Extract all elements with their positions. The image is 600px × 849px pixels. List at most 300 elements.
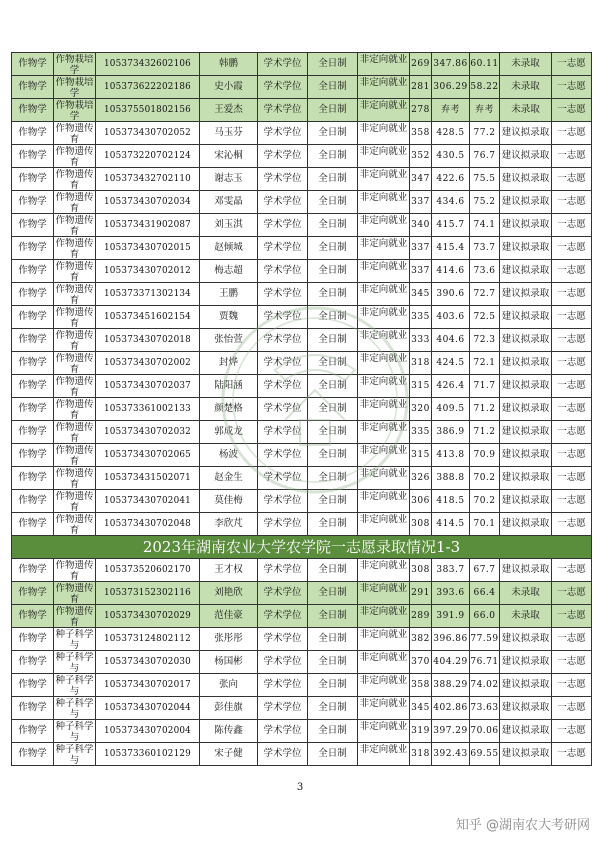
major-cell: 作物学 (12, 628, 54, 651)
degree-cell: 学术学位 (258, 168, 308, 191)
major-cell: 作物学 (12, 398, 54, 421)
degree-cell: 学术学位 (258, 605, 308, 628)
table-row (12, 674, 592, 697)
direction-cell-text: 作物遗传育 (55, 352, 94, 373)
table-row (12, 605, 592, 628)
retest-score-cell: 388.29 (432, 674, 470, 697)
direction-cell (54, 145, 96, 168)
volunteer-cell: 一志愿 (552, 582, 592, 605)
result-cell: 建议拟录取 (500, 559, 552, 582)
direction-cell (54, 559, 96, 582)
name-cell: 宋子健 (200, 743, 258, 766)
plan-cell (358, 513, 410, 536)
plan-cell (358, 76, 410, 99)
degree-cell: 学术学位 (258, 99, 308, 122)
name-cell: 王鹏 (200, 283, 258, 306)
volunteer-cell: 一志愿 (552, 375, 592, 398)
result-cell: 建议拟录取 (500, 674, 552, 697)
volunteer-cell: 一志愿 (552, 421, 592, 444)
initial-score-cell: 347 (410, 168, 432, 191)
candidate-id-cell: 105373430702052 (96, 122, 200, 145)
section-title: 2023年湖南农业大学农学院一志愿录取情况1-3 (12, 536, 592, 559)
retest-score-cell: 422.6 (432, 168, 470, 191)
degree-cell: 学术学位 (258, 444, 308, 467)
plan-cell (358, 582, 410, 605)
direction-cell (54, 329, 96, 352)
name-cell: 杨国彬 (200, 651, 258, 674)
plan-cell (358, 260, 410, 283)
result-cell: 建议拟录取 (500, 122, 552, 145)
initial-score-cell: 315 (410, 375, 432, 398)
major-cell: 作物学 (12, 329, 54, 352)
name-cell: 封烨 (200, 352, 258, 375)
result-cell: 未录取 (500, 53, 552, 76)
candidate-id-cell: 105373432702110 (96, 168, 200, 191)
volunteer-cell: 一志愿 (552, 237, 592, 260)
major-cell: 作物学 (12, 467, 54, 490)
table-row (12, 720, 592, 743)
direction-cell-text: 作物遗传育 (55, 490, 94, 511)
page-number: 3 (296, 782, 304, 793)
study-mode-cell: 全日制 (308, 214, 358, 237)
degree-cell: 学术学位 (258, 697, 308, 720)
name-cell: 张向 (200, 674, 258, 697)
name-cell: 王才权 (200, 559, 258, 582)
candidate-id-cell: 105375501802156 (96, 99, 200, 122)
plan-cell (358, 720, 410, 743)
total-score-cell: 71.2 (470, 398, 500, 421)
result-cell: 建议拟录取 (500, 260, 552, 283)
direction-cell-text: 作物遗传育 (55, 421, 94, 442)
direction-cell (54, 214, 96, 237)
degree-cell: 学术学位 (258, 306, 308, 329)
name-cell: 赵金生 (200, 467, 258, 490)
table-row (12, 329, 592, 352)
initial-score-cell: 337 (410, 191, 432, 214)
plan-cell-text: 非定向就业 (359, 191, 408, 203)
retest-score-cell: 弃考 (432, 99, 470, 122)
result-cell: 建议拟录取 (500, 697, 552, 720)
direction-cell (54, 674, 96, 697)
degree-cell: 学术学位 (258, 53, 308, 76)
degree-cell: 学术学位 (258, 260, 308, 283)
retest-score-cell: 434.6 (432, 191, 470, 214)
initial-score-cell: 291 (410, 582, 432, 605)
major-cell: 作物学 (12, 444, 54, 467)
total-score-cell: 72.3 (470, 329, 500, 352)
total-score-cell: 72.1 (470, 352, 500, 375)
study-mode-cell: 全日制 (308, 582, 358, 605)
volunteer-cell: 一志愿 (552, 674, 592, 697)
total-score-cell: 73.6 (470, 260, 500, 283)
plan-cell (358, 145, 410, 168)
direction-cell (54, 375, 96, 398)
initial-score-cell: 318 (410, 352, 432, 375)
result-cell: 建议拟录取 (500, 352, 552, 375)
degree-cell: 学术学位 (258, 467, 308, 490)
degree-cell: 学术学位 (258, 421, 308, 444)
direction-cell-text: 作物遗传育 (55, 122, 94, 143)
total-score-cell: 70.9 (470, 444, 500, 467)
table-row (12, 444, 592, 467)
plan-cell (358, 651, 410, 674)
direction-cell-text: 作物栽培学 (55, 53, 94, 74)
total-score-cell: 72.5 (470, 306, 500, 329)
plan-cell-text: 非定向就业 (359, 122, 408, 134)
name-cell: 邓雯晶 (200, 191, 258, 214)
result-cell: 建议拟录取 (500, 306, 552, 329)
plan-cell (358, 306, 410, 329)
plan-cell (358, 329, 410, 352)
name-cell: 郭成龙 (200, 421, 258, 444)
name-cell: 范佳豪 (200, 605, 258, 628)
candidate-id-cell: 105373430702065 (96, 444, 200, 467)
table-row (12, 122, 592, 145)
plan-cell-text: 非定向就业 (359, 329, 408, 341)
direction-cell (54, 352, 96, 375)
total-score-cell: 70.1 (470, 513, 500, 536)
volunteer-cell: 一志愿 (552, 99, 592, 122)
direction-cell (54, 490, 96, 513)
plan-cell-text: 非定向就业 (359, 582, 408, 594)
plan-cell (358, 490, 410, 513)
degree-cell: 学术学位 (258, 559, 308, 582)
major-cell: 作物学 (12, 651, 54, 674)
direction-cell-text: 作物遗传育 (55, 260, 94, 281)
direction-cell (54, 53, 96, 76)
volunteer-cell: 一志愿 (552, 53, 592, 76)
major-cell: 作物学 (12, 260, 54, 283)
plan-cell-text: 非定向就业 (359, 352, 408, 364)
direction-cell-text: 作物遗传育 (55, 467, 94, 488)
plan-cell-text: 非定向就业 (359, 237, 408, 249)
plan-cell-text: 非定向就业 (359, 697, 408, 709)
total-score-cell: 76.71 (470, 651, 500, 674)
retest-score-cell: 426.4 (432, 375, 470, 398)
table-row (12, 306, 592, 329)
volunteer-cell: 一志愿 (552, 191, 592, 214)
study-mode-cell: 全日制 (308, 145, 358, 168)
total-score-cell: 弃考 (470, 99, 500, 122)
major-cell: 作物学 (12, 76, 54, 99)
major-cell: 作物学 (12, 352, 54, 375)
initial-score-cell: 352 (410, 145, 432, 168)
table-row (12, 168, 592, 191)
study-mode-cell: 全日制 (308, 697, 358, 720)
direction-cell (54, 651, 96, 674)
result-cell: 建议拟录取 (500, 145, 552, 168)
candidate-id-cell: 105373451602154 (96, 306, 200, 329)
volunteer-cell: 一志愿 (552, 513, 592, 536)
study-mode-cell: 全日制 (308, 76, 358, 99)
candidate-id-cell: 105373430702017 (96, 674, 200, 697)
initial-score-cell: 308 (410, 559, 432, 582)
study-mode-cell: 全日制 (308, 651, 358, 674)
plan-cell-text: 非定向就业 (359, 467, 408, 479)
table-row (12, 191, 592, 214)
retest-score-cell: 396.86 (432, 628, 470, 651)
direction-cell (54, 720, 96, 743)
degree-cell: 学术学位 (258, 329, 308, 352)
name-cell: 史小霞 (200, 76, 258, 99)
direction-cell-text: 种子科学与 (55, 720, 94, 741)
plan-cell-text: 非定向就业 (359, 605, 408, 617)
plan-cell-text: 非定向就业 (359, 283, 408, 295)
table-row (12, 467, 592, 490)
direction-cell-text: 作物遗传育 (55, 582, 94, 603)
result-cell: 建议拟录取 (500, 191, 552, 214)
retest-score-cell: 390.6 (432, 283, 470, 306)
plan-cell (358, 559, 410, 582)
name-cell: 贾魏 (200, 306, 258, 329)
section-title-row-group (12, 536, 592, 559)
major-cell: 作物学 (12, 513, 54, 536)
name-cell: 颜楚格 (200, 398, 258, 421)
total-score-cell: 73.63 (470, 697, 500, 720)
total-score-cell: 70.2 (470, 467, 500, 490)
initial-score-cell: 358 (410, 122, 432, 145)
section-title-row (12, 536, 592, 559)
retest-score-cell: 418.5 (432, 490, 470, 513)
result-cell: 建议拟录取 (500, 467, 552, 490)
plan-cell-text: 非定向就业 (359, 490, 408, 502)
initial-score-cell: 333 (410, 329, 432, 352)
name-cell: 梅志超 (200, 260, 258, 283)
degree-cell: 学术学位 (258, 582, 308, 605)
study-mode-cell: 全日制 (308, 605, 358, 628)
candidate-id-cell: 105373371302134 (96, 283, 200, 306)
initial-score-cell: 370 (410, 651, 432, 674)
total-score-cell: 69.55 (470, 743, 500, 766)
direction-cell (54, 421, 96, 444)
candidate-id-cell: 105373430702041 (96, 490, 200, 513)
degree-cell: 学术学位 (258, 76, 308, 99)
candidate-id-cell: 105373430702032 (96, 421, 200, 444)
name-cell: 宋沁桐 (200, 145, 258, 168)
initial-score-cell: 358 (410, 674, 432, 697)
table-body-top (12, 53, 592, 536)
total-score-cell: 70.06 (470, 720, 500, 743)
candidate-id-cell: 105373124802112 (96, 628, 200, 651)
direction-cell-text: 作物遗传育 (55, 559, 94, 580)
total-score-cell: 66.0 (470, 605, 500, 628)
total-score-cell: 71.2 (470, 421, 500, 444)
plan-cell (358, 444, 410, 467)
retest-score-cell: 388.8 (432, 467, 470, 490)
retest-score-cell: 404.6 (432, 329, 470, 352)
retest-score-cell: 383.7 (432, 559, 470, 582)
volunteer-cell: 一志愿 (552, 76, 592, 99)
candidate-id-cell: 105373430702029 (96, 605, 200, 628)
direction-cell-text: 作物遗传育 (55, 605, 94, 626)
plan-cell (358, 605, 410, 628)
direction-cell-text: 作物遗传育 (55, 329, 94, 350)
initial-score-cell: 345 (410, 283, 432, 306)
plan-cell-text: 非定向就业 (359, 260, 408, 272)
result-cell: 建议拟录取 (500, 720, 552, 743)
volunteer-cell: 一志愿 (552, 651, 592, 674)
volunteer-cell: 一志愿 (552, 283, 592, 306)
volunteer-cell: 一志愿 (552, 490, 592, 513)
candidate-id-cell: 105373430702048 (96, 513, 200, 536)
volunteer-cell: 一志愿 (552, 145, 592, 168)
volunteer-cell: 一志愿 (552, 697, 592, 720)
retest-score-cell: 414.6 (432, 260, 470, 283)
plan-cell-text: 非定向就业 (359, 444, 408, 456)
source-watermark: 知乎 @湖南农大考研网 (455, 818, 590, 833)
candidate-id-cell: 105373430702015 (96, 237, 200, 260)
plan-cell (358, 375, 410, 398)
result-cell: 建议拟录取 (500, 237, 552, 260)
result-cell: 建议拟录取 (500, 214, 552, 237)
table-row (12, 214, 592, 237)
plan-cell-text: 非定向就业 (359, 145, 408, 157)
study-mode-cell: 全日制 (308, 237, 358, 260)
name-cell: 刘玉淇 (200, 214, 258, 237)
study-mode-cell: 全日制 (308, 352, 358, 375)
initial-score-cell: 306 (410, 490, 432, 513)
volunteer-cell: 一志愿 (552, 329, 592, 352)
retest-score-cell: 430.5 (432, 145, 470, 168)
retest-score-cell: 415.7 (432, 214, 470, 237)
degree-cell: 学术学位 (258, 490, 308, 513)
retest-score-cell: 403.6 (432, 306, 470, 329)
initial-score-cell: 335 (410, 306, 432, 329)
degree-cell: 学术学位 (258, 145, 308, 168)
volunteer-cell: 一志愿 (552, 260, 592, 283)
study-mode-cell: 全日制 (308, 467, 358, 490)
table-row (12, 53, 592, 76)
major-cell: 作物学 (12, 490, 54, 513)
plan-cell (358, 398, 410, 421)
table-row (12, 651, 592, 674)
name-cell: 王爱杰 (200, 99, 258, 122)
plan-cell-text: 非定向就业 (359, 168, 408, 180)
name-cell: 赵倾城 (200, 237, 258, 260)
direction-cell (54, 237, 96, 260)
direction-cell-text: 作物遗传育 (55, 513, 94, 534)
table-row (12, 99, 592, 122)
direction-cell (54, 306, 96, 329)
degree-cell: 学术学位 (258, 743, 308, 766)
direction-cell-text: 作物遗传育 (55, 145, 94, 166)
plan-cell-text: 非定向就业 (359, 674, 408, 686)
initial-score-cell: 318 (410, 743, 432, 766)
volunteer-cell: 一志愿 (552, 352, 592, 375)
study-mode-cell: 全日制 (308, 53, 358, 76)
retest-score-cell: 414.5 (432, 513, 470, 536)
direction-cell-text: 种子科学与 (55, 743, 94, 764)
major-cell: 作物学 (12, 168, 54, 191)
direction-cell-text: 作物遗传育 (55, 237, 94, 258)
degree-cell: 学术学位 (258, 237, 308, 260)
major-cell: 作物学 (12, 191, 54, 214)
candidate-id-cell: 105373430702002 (96, 352, 200, 375)
retest-score-cell: 413.8 (432, 444, 470, 467)
major-cell: 作物学 (12, 53, 54, 76)
direction-cell-text: 作物遗传育 (55, 398, 94, 419)
total-score-cell: 58.22 (470, 76, 500, 99)
initial-score-cell: 315 (410, 444, 432, 467)
retest-score-cell: 347.86 (432, 53, 470, 76)
initial-score-cell: 382 (410, 628, 432, 651)
table-row (12, 582, 592, 605)
direction-cell-text: 作物遗传育 (55, 444, 94, 465)
table-row (12, 490, 592, 513)
table-row (12, 559, 592, 582)
result-cell: 建议拟录取 (500, 490, 552, 513)
total-score-cell: 75.5 (470, 168, 500, 191)
major-cell: 作物学 (12, 375, 54, 398)
direction-cell (54, 582, 96, 605)
name-cell: 谢志玉 (200, 168, 258, 191)
retest-score-cell: 397.29 (432, 720, 470, 743)
plan-cell-text: 非定向就业 (359, 743, 408, 755)
plan-cell (358, 237, 410, 260)
study-mode-cell: 全日制 (308, 559, 358, 582)
study-mode-cell: 全日制 (308, 490, 358, 513)
plan-cell (358, 743, 410, 766)
total-score-cell: 76.7 (470, 145, 500, 168)
direction-cell (54, 697, 96, 720)
table-row (12, 743, 592, 766)
total-score-cell: 70.2 (470, 490, 500, 513)
candidate-id-cell: 105373430702044 (96, 697, 200, 720)
direction-cell (54, 191, 96, 214)
initial-score-cell: 337 (410, 237, 432, 260)
major-cell: 作物学 (12, 237, 54, 260)
candidate-id-cell: 105373430702037 (96, 375, 200, 398)
result-cell: 建议拟录取 (500, 329, 552, 352)
result-cell: 未录取 (500, 76, 552, 99)
plan-cell (358, 53, 410, 76)
direction-cell (54, 99, 96, 122)
initial-score-cell: 308 (410, 513, 432, 536)
direction-cell-text: 作物遗传育 (55, 168, 94, 189)
volunteer-cell: 一志愿 (552, 306, 592, 329)
candidate-id-cell: 105373220702124 (96, 145, 200, 168)
candidate-id-cell: 105373622202186 (96, 76, 200, 99)
initial-score-cell: 319 (410, 720, 432, 743)
study-mode-cell: 全日制 (308, 99, 358, 122)
retest-score-cell: 392.43 (432, 743, 470, 766)
result-cell: 建议拟录取 (500, 421, 552, 444)
initial-score-cell: 345 (410, 697, 432, 720)
result-cell: 未录取 (500, 582, 552, 605)
degree-cell: 学术学位 (258, 720, 308, 743)
result-cell: 建议拟录取 (500, 513, 552, 536)
plan-cell (358, 122, 410, 145)
total-score-cell: 77.2 (470, 122, 500, 145)
retest-score-cell: 402.86 (432, 697, 470, 720)
result-cell: 建议拟录取 (500, 398, 552, 421)
plan-cell (358, 674, 410, 697)
direction-cell (54, 467, 96, 490)
total-score-cell: 75.2 (470, 191, 500, 214)
plan-cell-text: 非定向就业 (359, 306, 408, 318)
major-cell: 作物学 (12, 605, 54, 628)
table-row (12, 375, 592, 398)
table-row (12, 398, 592, 421)
name-cell: 刘艳欣 (200, 582, 258, 605)
volunteer-cell: 一志愿 (552, 214, 592, 237)
degree-cell: 学术学位 (258, 375, 308, 398)
name-cell: 陆阳涵 (200, 375, 258, 398)
degree-cell: 学术学位 (258, 191, 308, 214)
direction-cell (54, 283, 96, 306)
table-row (12, 260, 592, 283)
result-cell: 建议拟录取 (500, 651, 552, 674)
